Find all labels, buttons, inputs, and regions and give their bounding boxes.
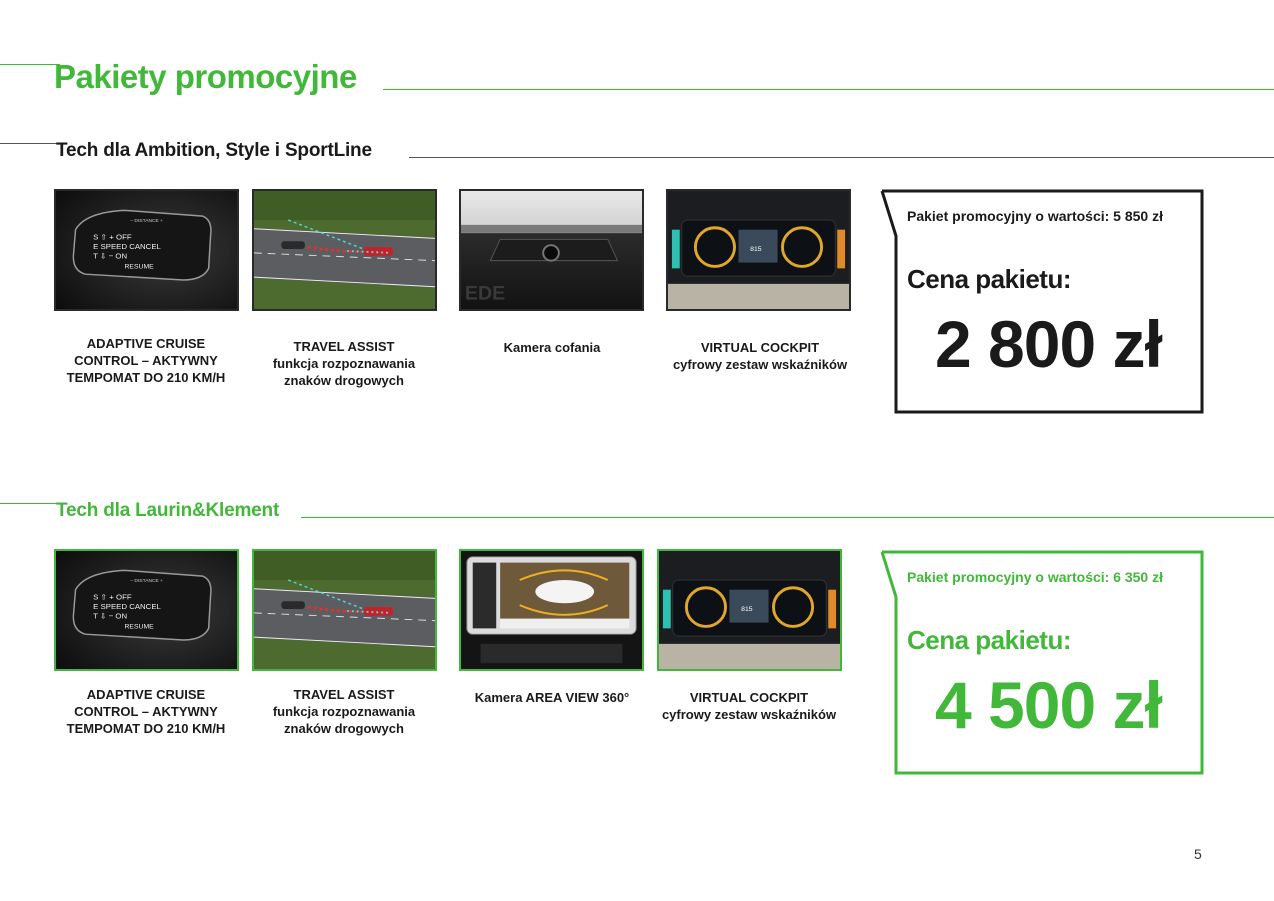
section1-rule-right	[409, 157, 1274, 158]
package-value-text: Pakiet promocyjny o wartości: 6 350 zł	[907, 569, 1163, 585]
travel-assist-image	[252, 189, 437, 311]
svg-text:RESUME: RESUME	[124, 263, 154, 271]
svg-text:EDE: EDE	[464, 282, 506, 305]
svg-text:– DISTANCE +: – DISTANCE +	[130, 218, 163, 224]
rear-camera-image	[459, 189, 644, 311]
cruise-control-image	[54, 189, 239, 311]
caption-virtual-cockpit: VIRTUAL COCKPIT cyfrowy zestaw wskaźników	[661, 690, 837, 722]
package-price-amount: 2 800 zł	[935, 307, 1162, 381]
section2-rule-right	[301, 517, 1274, 518]
svg-text:T ⇩ − ON: T ⇩ − ON	[93, 251, 128, 261]
caption-rear-camera: Kamera cofania	[503, 340, 601, 355]
svg-text:E SPEED CANCEL: E SPEED CANCEL	[93, 242, 161, 252]
caption-adaptive-cruise: ADAPTIVE CRUISE CONTROL – AKTYWNY TEMPOMAT DO 210 KM/H	[66, 336, 226, 385]
virtual-cockpit-image	[666, 189, 851, 311]
svg-text:815: 815	[741, 605, 753, 613]
svg-text:– DISTANCE +: – DISTANCE +	[130, 578, 163, 584]
package-price-label: Cena pakietu:	[907, 264, 1071, 294]
package-price-amount: 4 500 zł	[935, 668, 1162, 742]
section1-title: Tech dla Ambition, Style i SportLine	[56, 140, 372, 161]
caption-travel-assist: TRAVEL ASSIST funkcja rozpoznawania znaków drogowych	[272, 339, 416, 388]
svg-text:RESUME: RESUME	[124, 623, 154, 631]
svg-text:815: 815	[750, 245, 762, 253]
caption-adaptive-cruise: ADAPTIVE CRUISE CONTROL – AKTYWNY TEMPOMAT DO 210 KM/H	[66, 687, 226, 736]
svg-text:S ⇧ + OFF: S ⇧ + OFF	[93, 592, 132, 602]
travel-assist-image	[252, 549, 437, 671]
price-box-section1	[879, 188, 1205, 414]
virtual-cockpit-image	[657, 549, 842, 671]
title-rule-left	[0, 64, 60, 65]
svg-text:S ⇧ + OFF: S ⇧ + OFF	[93, 232, 132, 242]
caption-virtual-cockpit: VIRTUAL COCKPIT cyfrowy zestaw wskaźników	[672, 340, 848, 372]
caption-travel-assist: TRAVEL ASSIST funkcja rozpoznawania znaków drogowych	[272, 687, 416, 736]
package-price-label: Cena pakietu:	[907, 625, 1071, 655]
price-box-section2	[879, 549, 1205, 775]
svg-text:T ⇩ − ON: T ⇩ − ON	[93, 611, 128, 621]
page-title: Pakiety promocyjne	[54, 58, 357, 95]
section2-rule-left	[0, 503, 58, 504]
package-value-text: Pakiet promocyjny o wartości: 5 850 zł	[907, 208, 1163, 224]
caption-area-view-360: Kamera AREA VIEW 360°	[474, 690, 630, 705]
title-rule-right	[383, 89, 1274, 90]
svg-text:E SPEED CANCEL: E SPEED CANCEL	[93, 602, 161, 612]
cruise-control-image	[54, 549, 239, 671]
area-view-360-image	[459, 549, 644, 671]
section2-title: Tech dla Laurin&Klement	[56, 500, 280, 521]
page-number: 5	[1194, 846, 1202, 862]
section1-rule-left	[0, 143, 58, 144]
